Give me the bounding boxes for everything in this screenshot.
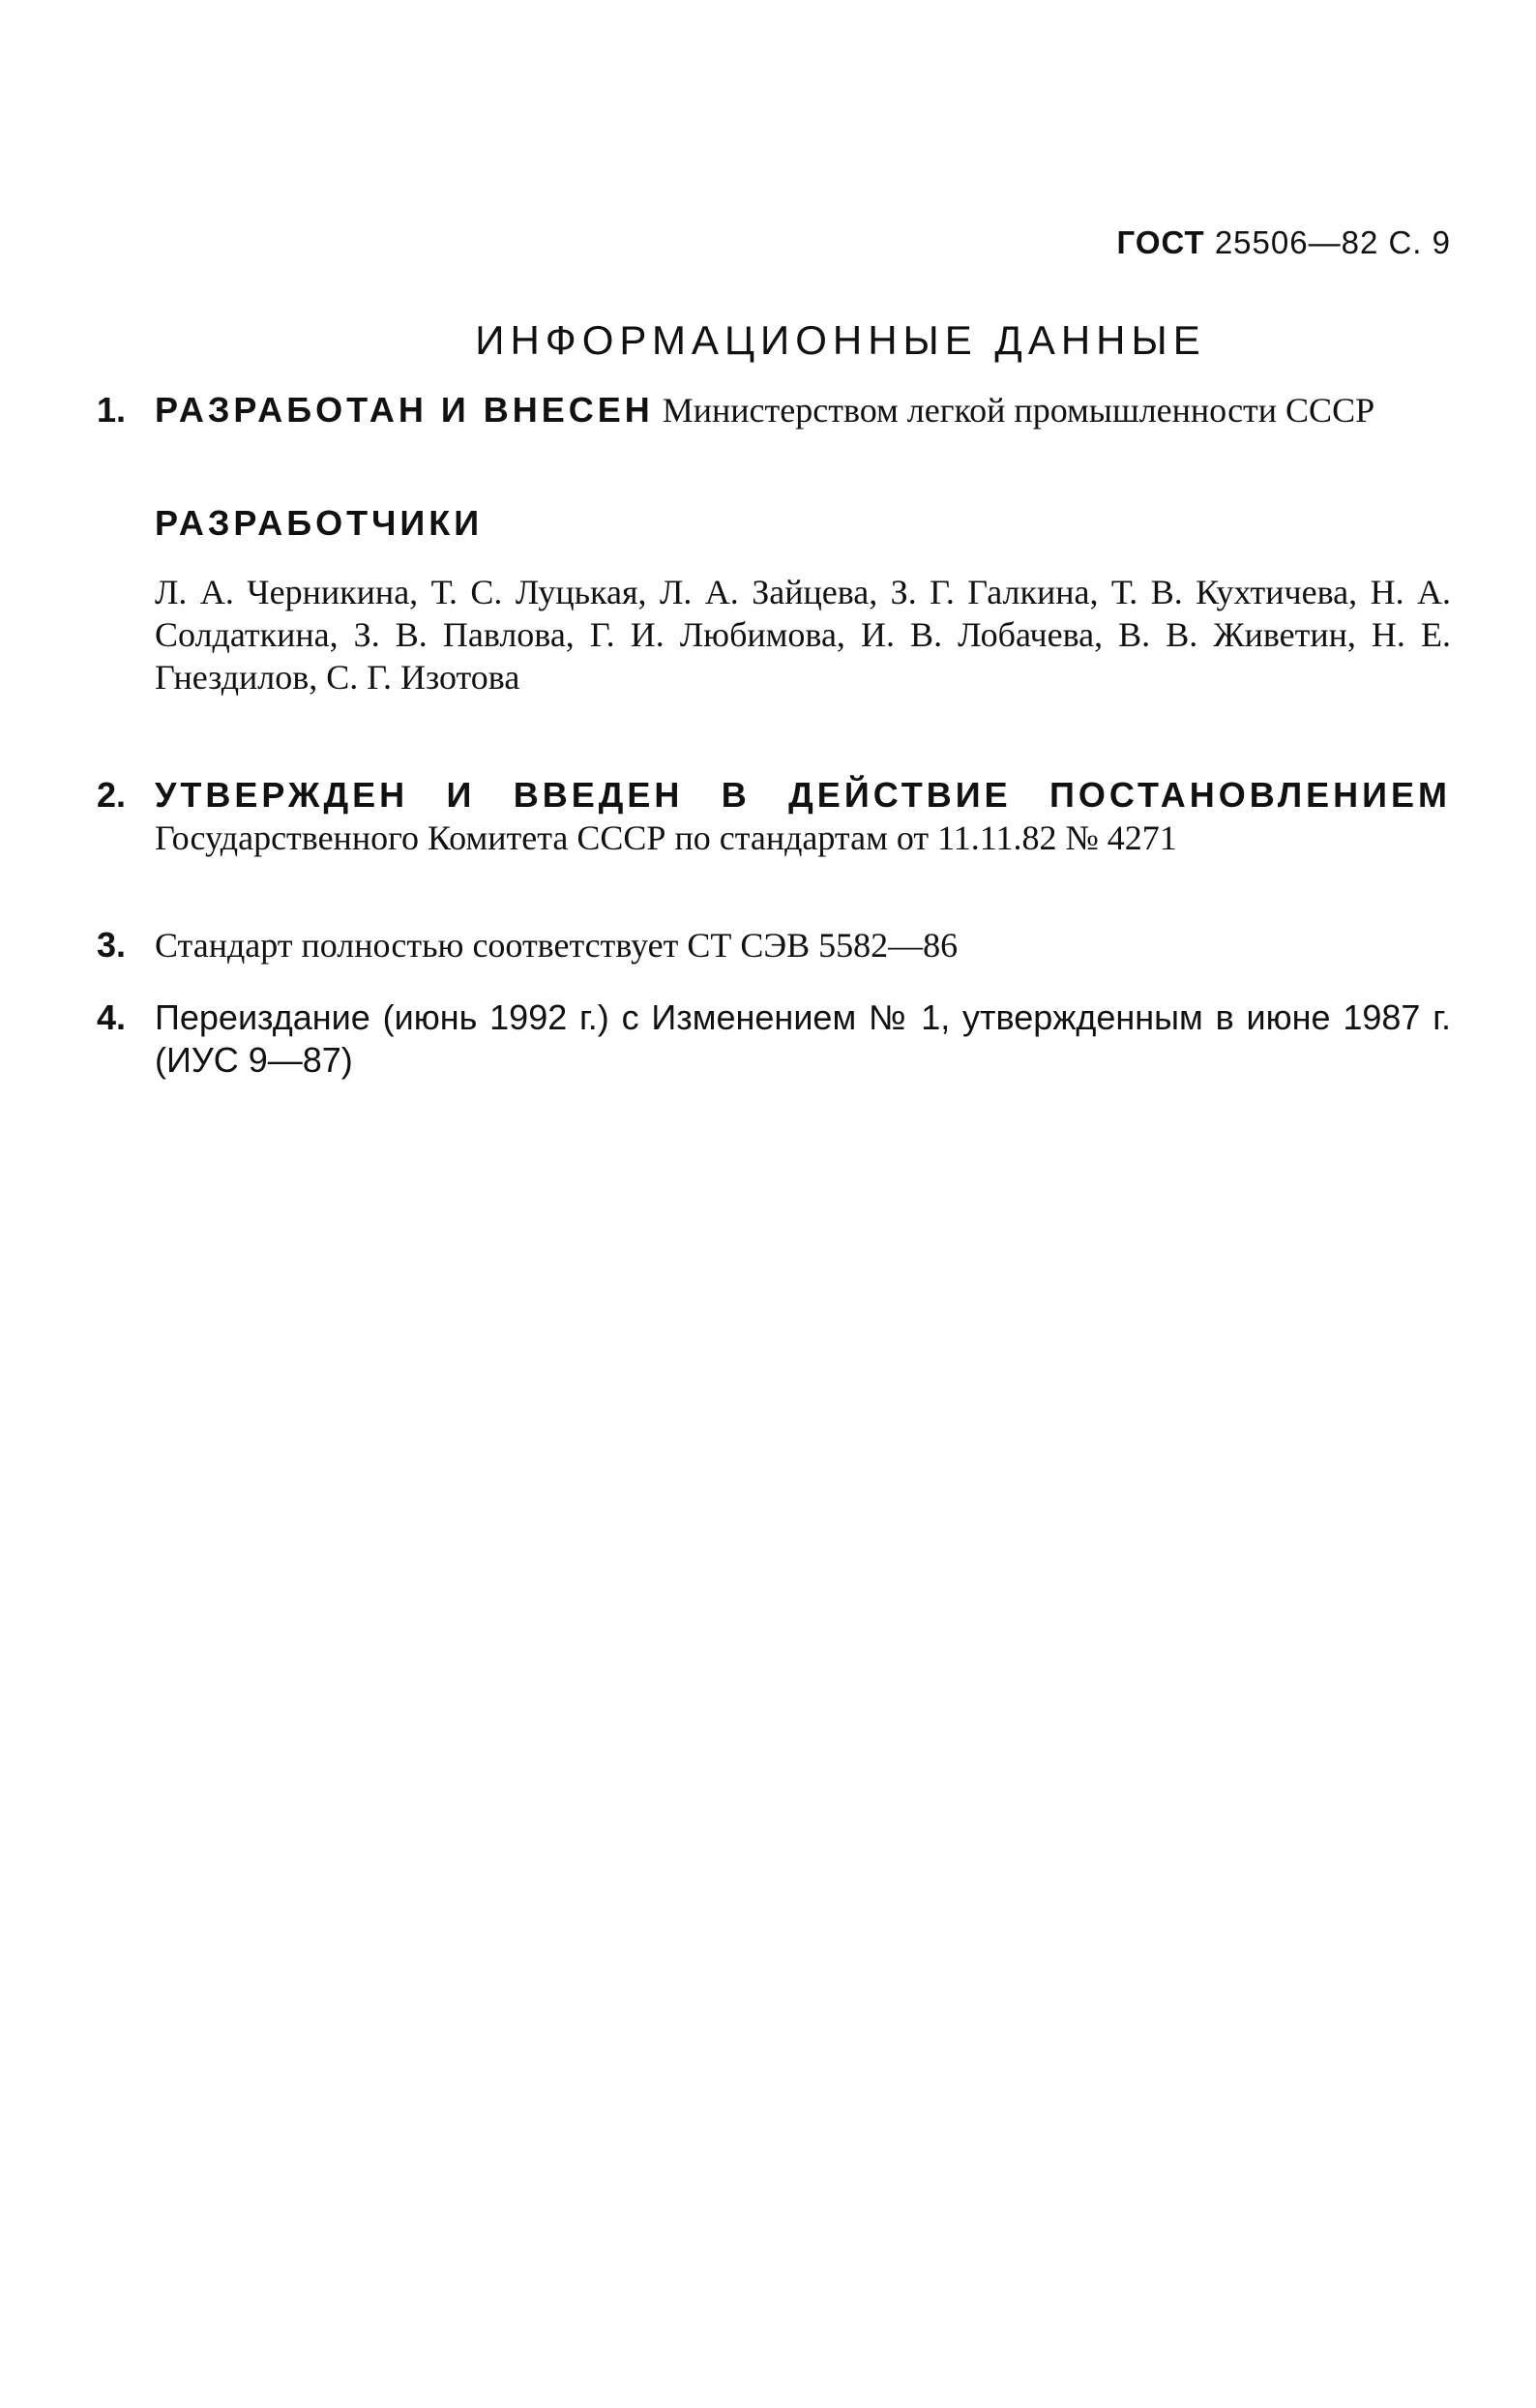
item-lead: РАЗРАБОТАН И ВНЕСЕН [155,390,654,430]
item-text: Государственного Комитета СССР по стандартам от 11.11.82 № 4271 [155,818,1177,857]
item-text: Стандарт полностью соответствует СТ СЭВ 5582—86 [155,926,959,965]
item-text: Министерством легкой промышленности СССР [662,391,1375,430]
item-number: 2. [97,775,127,815]
info-item-3 [97,924,1451,966]
info-item-2 [97,774,1451,859]
item-number: 4. [97,997,127,1037]
header-standard-label: ГОСТ [1116,224,1205,260]
item-number: 1. [97,390,127,430]
header-page-number: 25506—82 С. 9 [1214,224,1451,260]
item-body [155,996,1451,1082]
page-title: ИНФОРМАЦИОННЫЕ ДАННЫЕ [475,317,1206,363]
developers-heading: РАЗРАБОТЧИКИ [155,503,484,543]
item-body [155,924,1451,966]
item-lead: УТВЕРЖДЕН И ВВЕДЕН В ДЕЙСТВИЕ ПОСТАНОВЛЕНИЕМ [155,775,1451,815]
item-text: Переиздание (июнь 1992 г.) с Изменением № 1, утвержденным в июне 1987 г. (ИУС 9—87) [155,997,1451,1080]
info-item-1 [97,389,1451,431]
item-body [155,389,1451,431]
item-number: 3. [97,925,127,965]
info-item-4 [97,996,1451,1082]
item-body [155,774,1451,859]
developers-list: Л. А. Черникина, Т. С. Луцькая, Л. А. Зайцева, З. Г. Галкина, Т. В. Кухтичева, Н. А. Солдаткина, З. В. Павлова, Г. И. Любимова, И. В. Лобачева, В. В. Живетин, Н. Е. Гнездилов, С. Г. Изотова [155,573,1451,697]
document-header-code [1117,224,1451,261]
